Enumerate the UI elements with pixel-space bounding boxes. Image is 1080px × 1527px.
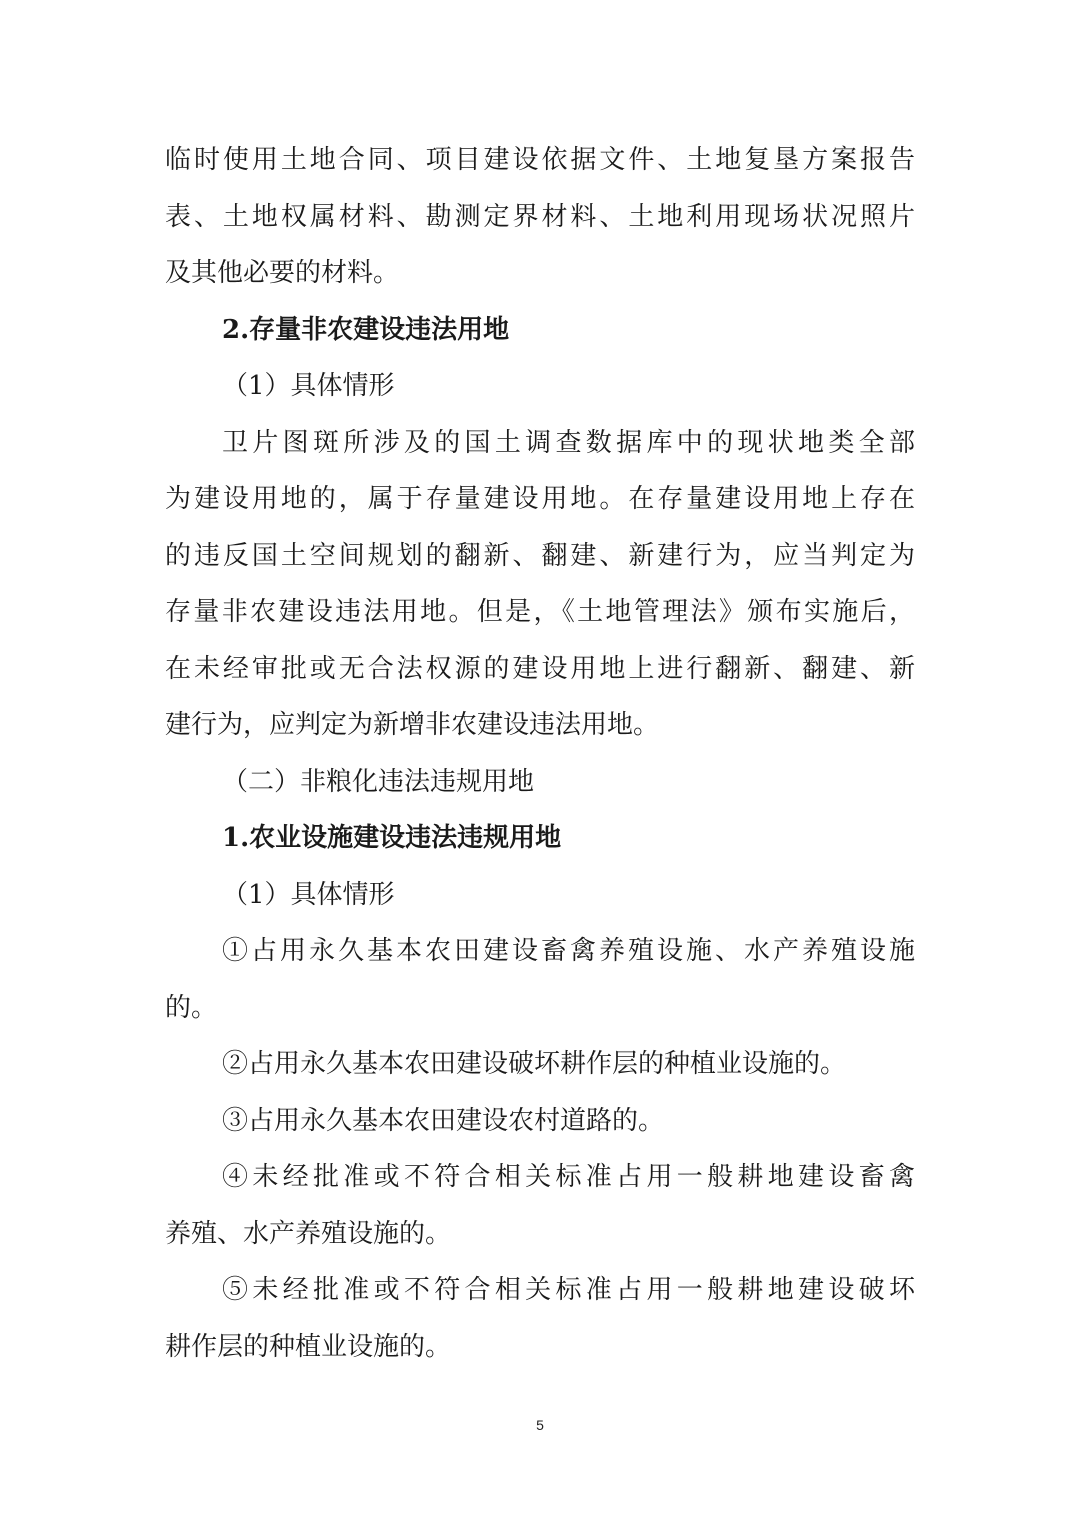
paragraph-line: 建行为，应判定为新增非农建设违法用地。 [165,710,660,740]
document-body [165,132,915,1375]
subheading-specific-situation: （1）具体情形 [222,371,395,401]
paragraph-line: 及其他必要的材料。 [165,258,400,288]
list-item-line: ①占用永久基本农田建设畜禽养殖设施、水产养殖设施 [222,936,915,966]
list-item-line: ④未经批准或不符合相关标准占用一般耕地建设畜禽 [222,1162,915,1192]
section-heading-2: 2.存量非农建设违法用地 [222,314,510,345]
section-heading-1: 1.农业设施建设违法违规用地 [222,823,562,853]
paragraph-line: 的违反国土空间规划的翻新、翻建、新建行为，应当判定为 [165,540,915,571]
list-item-line: 的。 [165,992,218,1023]
paragraph-line: 为建设用地的，属于存量建设用地。在存量建设用地上存在 [165,484,915,514]
list-item-line: ③占用永久基本农田建设农村道路的。 [222,1105,665,1136]
paragraph-line: 临时使用土地合同、项目建设依据文件、土地复垦方案报告 [165,145,915,175]
list-item-line: 耕作层的种植业设施的。 [165,1331,452,1362]
paragraph-line: 存量非农建设违法用地。但是，《土地管理法》颁布实施后， [165,597,915,627]
list-item-line: ②占用永久基本农田建设破坏耕作层的种植业设施的。 [222,1049,847,1079]
paragraph-line: 在未经审批或无合法权源的建设用地上进行翻新、翻建、新 [165,653,915,684]
list-item-line: 养殖、水产养殖设施的。 [165,1218,452,1249]
page-number: 5 [536,1417,544,1433]
paragraph-line: 卫片图斑所涉及的国土调查数据库中的现状地类全部 [222,427,915,458]
list-item-line: ⑤未经批准或不符合相关标准占用一般耕地建设破坏 [222,1275,915,1305]
paragraph-line: 表、土地权属材料、勘测定界材料、土地利用现场状况照片 [165,201,915,232]
subheading-specific-situation: （1）具体情形 [222,879,395,910]
section-heading-non-grain: （二）非粮化违法违规用地 [222,766,535,797]
